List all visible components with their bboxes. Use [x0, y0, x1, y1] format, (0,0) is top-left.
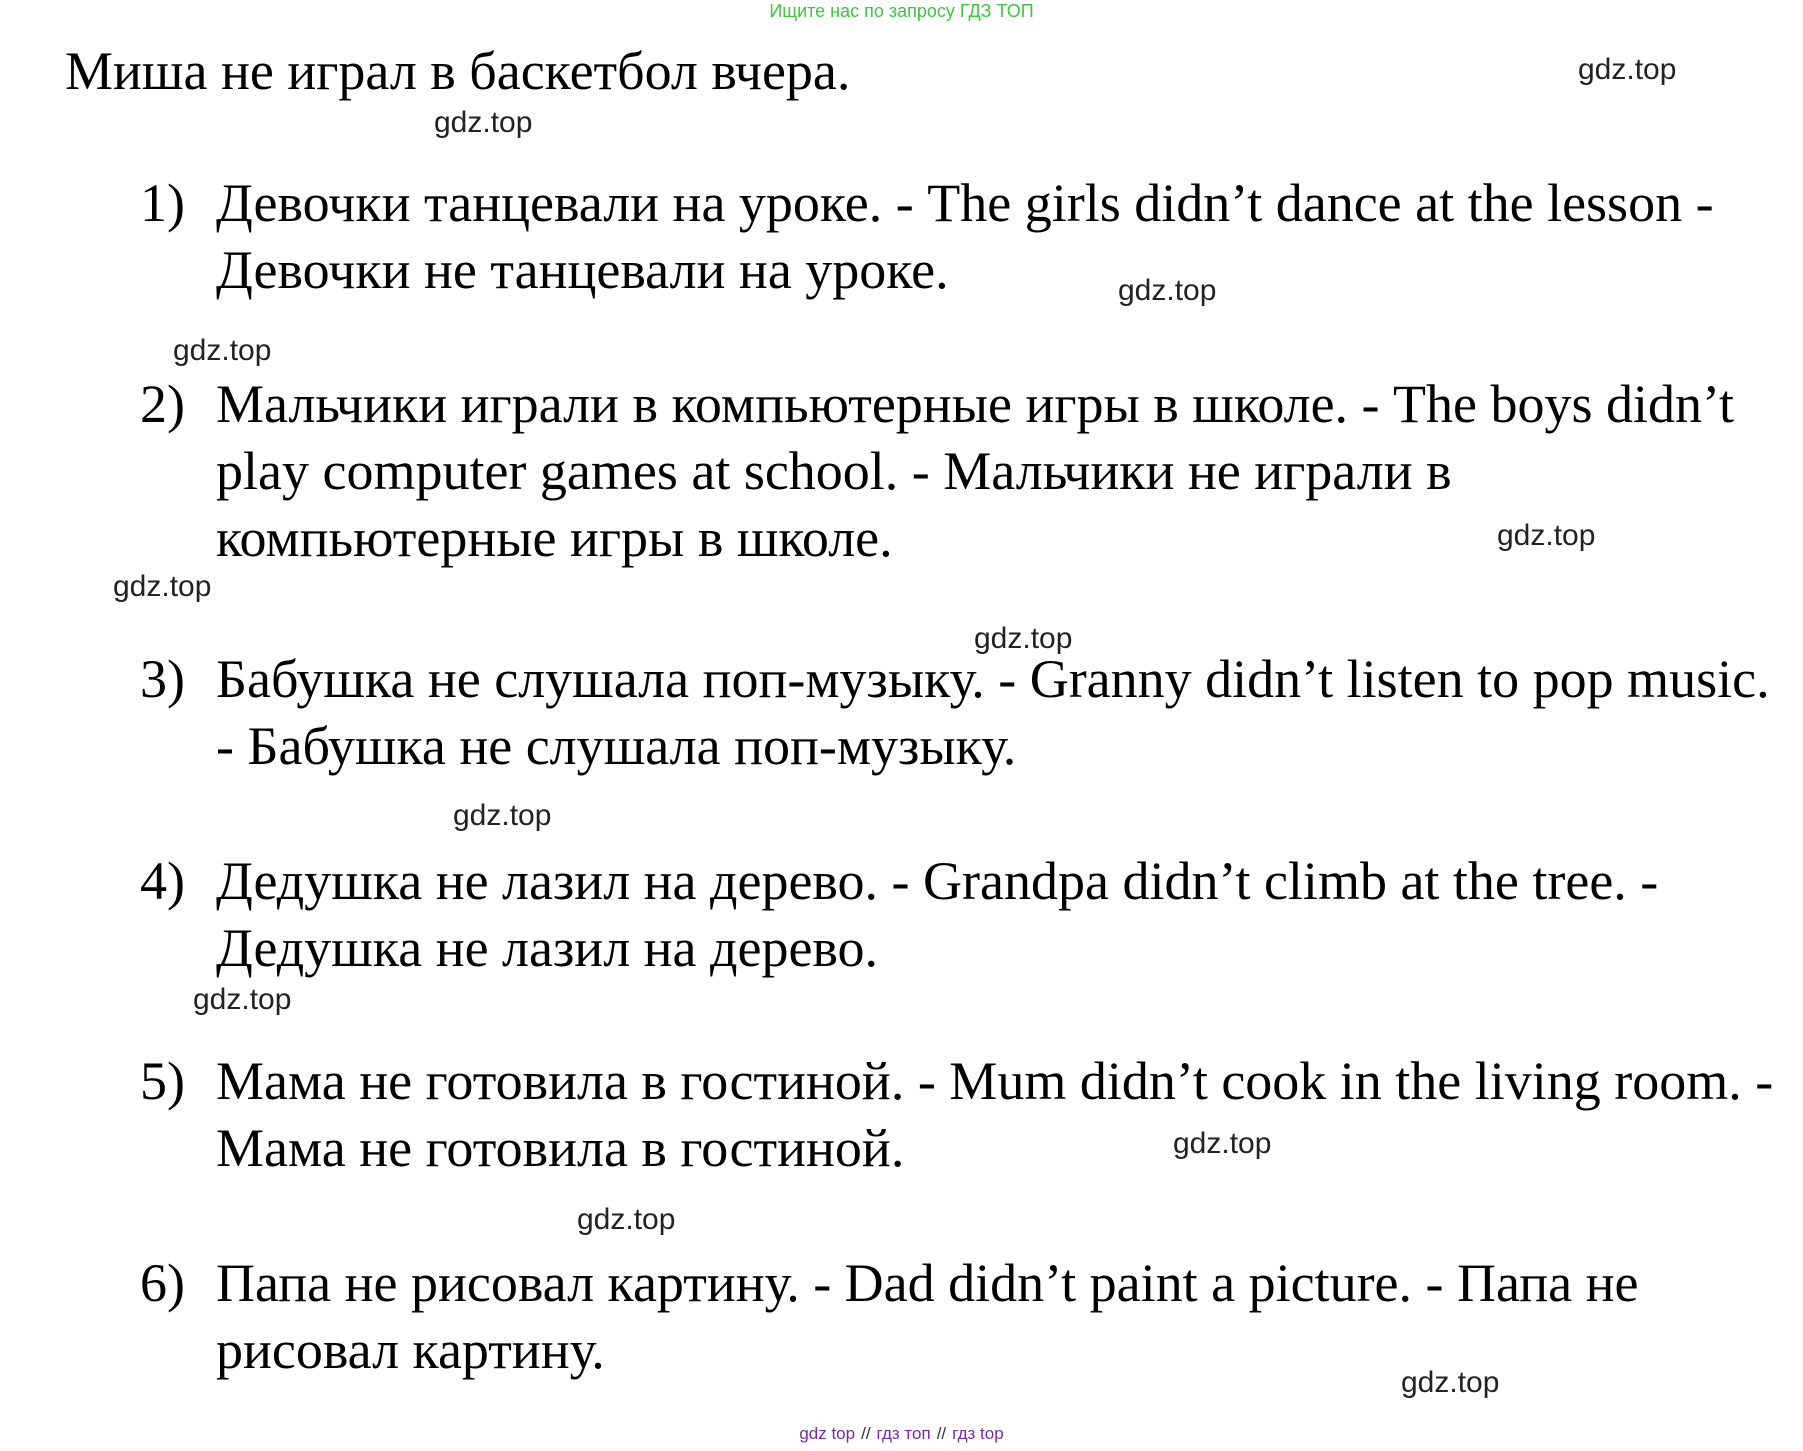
- watermark: gdz.top: [1118, 274, 1217, 307]
- footer-text-3: гдз top: [952, 1424, 1004, 1443]
- header-banner-text: Ищите нас по запросу ГДЗ ТОП: [769, 1, 1034, 21]
- list-item: [140, 848, 1795, 982]
- footer-separator: //: [936, 1424, 947, 1443]
- item-number: 1): [140, 173, 185, 233]
- list-item: [140, 1048, 1795, 1182]
- item-text: Мама не готовила в гостиной. - Mum didn’t cook in the living room. - Мама не готовила в гостиной.: [216, 1051, 1774, 1178]
- list-item: [140, 646, 1795, 780]
- item-text: Бабушка не слушала поп-музыку. - Granny didn’t listen to pop music. - Бабушка не слушала поп-музыку.: [216, 649, 1770, 776]
- item-text: Мальчики играли в компьютерные игры в школе. - The boys didn’t play computer games at school. - Мальчики не играли в компьютерные игры в школе.: [216, 374, 1735, 568]
- list-item: [140, 170, 1795, 304]
- item-number: 6): [140, 1253, 185, 1313]
- footer-text-1: gdz top: [799, 1424, 856, 1443]
- watermark: gdz.top: [113, 570, 212, 603]
- watermark: gdz.top: [1401, 1366, 1500, 1399]
- item-number: 2): [140, 374, 185, 434]
- item-number: 5): [140, 1051, 185, 1111]
- footer-separator: //: [861, 1424, 871, 1443]
- item-number: 3): [140, 649, 185, 709]
- watermark: gdz.top: [1578, 53, 1677, 86]
- item-text: Дедушка не лазил на дерево. - Grandpa didn’t climb at the tree. - Дедушка не лазил на дерево.: [216, 851, 1659, 978]
- intro-sentence: Миша не играл в баскетбол вчера.: [65, 41, 851, 101]
- watermark: gdz.top: [434, 106, 533, 139]
- watermark: gdz.top: [577, 1203, 676, 1236]
- watermark: gdz.top: [193, 983, 292, 1016]
- watermark: gdz.top: [173, 334, 272, 367]
- watermark: gdz.top: [1173, 1127, 1272, 1160]
- item-number: 4): [140, 851, 185, 911]
- footer-banner: [0, 1424, 1803, 1444]
- item-text: Девочки танцевали на уроке. - The girls didn’t dance at the lesson - Девочки не танцевали на уроке.: [216, 173, 1714, 300]
- watermark: gdz.top: [453, 799, 552, 832]
- watermark: gdz.top: [974, 622, 1073, 655]
- watermark: gdz.top: [1497, 519, 1596, 552]
- footer-text-2: гдз топ: [876, 1424, 931, 1443]
- list-item: [140, 1250, 1795, 1384]
- header-banner: [0, 0, 1803, 22]
- item-text: Папа не рисовал картину. - Dad didn’t paint a picture. - Папа не рисовал картину.: [216, 1253, 1639, 1380]
